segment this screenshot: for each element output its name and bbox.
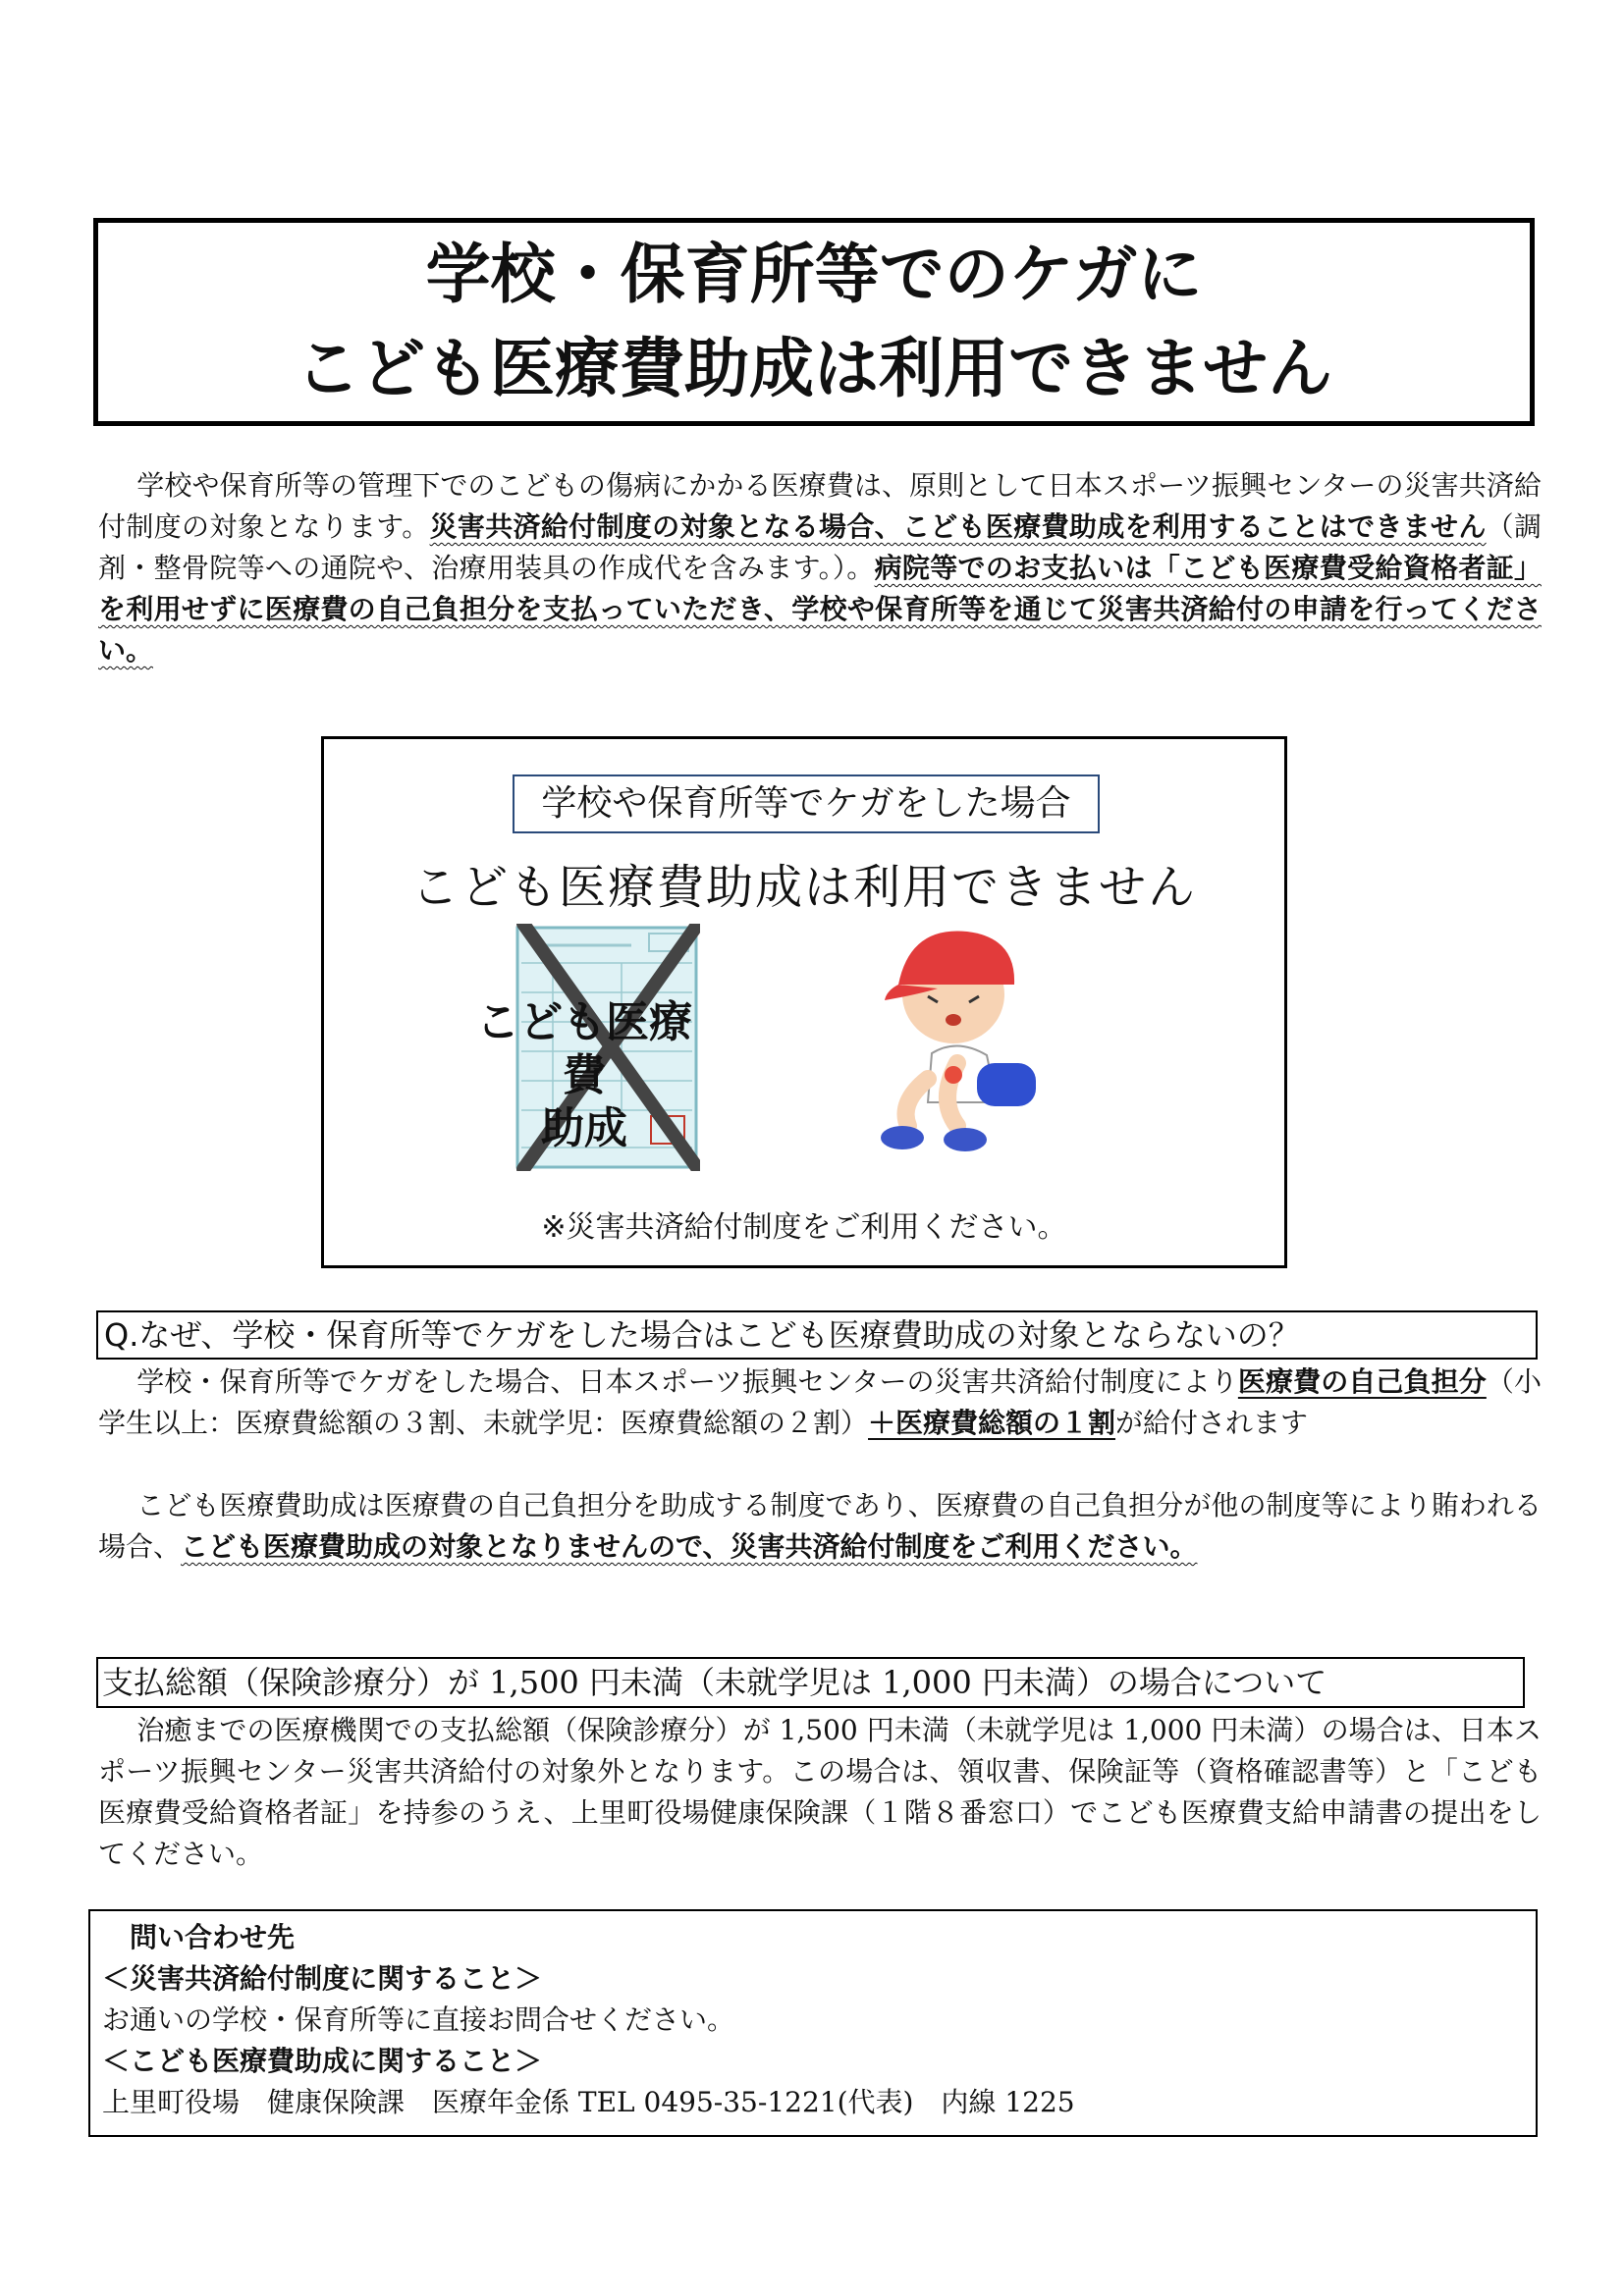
contact-title: 問い合わせ先 <box>130 1921 296 1953</box>
intro-text-2: （調剤・整骨院等への通院や、治療用装具の作成代を含みます。）。 <box>98 510 1542 584</box>
intro-text-1: 学校や保育所等の管理下でのこどもの傷病にかかる医療費は、原則として日本スポーツ振興センターの災害共済給付制度の対象となります。 <box>98 469 1542 543</box>
illustration-label: 学校や保育所等でケガをした場合 <box>513 774 1100 833</box>
contact-section-2-text: 上里町役場 健康保険課 医療年金係 TEL 0495-35-1221(代表) 内線 1225 <box>102 2086 1075 2118</box>
illustration-note: ※災害共済給付制度をご利用ください。 <box>541 1210 1067 1245</box>
intro-emphasis-1: 災害共済給付制度の対象となる場合、こども医療費助成を利用することはできません <box>429 510 1487 543</box>
contact-section-2-heading: ＜こども医療費助成に関すること＞ <box>102 2045 543 2077</box>
intro-paragraph <box>98 465 1542 671</box>
title-box <box>93 218 1535 426</box>
title-line-1: 学校・保育所等でのケガに <box>425 237 1203 312</box>
card-label-line-2: 助成 <box>541 1103 627 1153</box>
payment-heading: 支払総額（保険診療分）が 1,500 円未満（未就学児は 1,000 円未満）の場合について <box>96 1657 1525 1708</box>
question-answer-2 <box>98 1485 1542 1568</box>
question-answer-1 <box>98 1362 1542 1444</box>
answer-1-emphasis-1: 医療費の自己負担分 <box>1237 1365 1487 1398</box>
answer-2-text-1: こども医療費助成は医療費の自己負担分を助成する制度であり、医療費の自己負担分が他の制度等により賄われる場合、 <box>98 1489 1542 1563</box>
contact-box <box>88 1909 1538 2137</box>
question-heading: Q.なぜ、学校・保育所等でケガをした場合はこども医療費助成の対象とならないの？ <box>96 1310 1538 1360</box>
contact-section-1-text: お通いの学校・保育所等に直接お問合せください。 <box>102 2003 735 2036</box>
title-line-2: こども医療費助成は利用できません <box>296 331 1332 406</box>
payment-body-text: 治癒までの医療機関での支払総額（保険診療分）が 1,500 円未満（未就学児は 1,000 円未満）の場合は、日本スポーツ振興センター災害共済給付の対象外となります。この場合は、領収書、保険証等（資格確認書等）と「こども医療費受給資格者証」を持参のうえ、上里町役場健康保険課（１階８番窓口）でこども医療費支給申請書の提出をしてください。 <box>98 1714 1542 1870</box>
payment-body <box>98 1710 1542 1875</box>
answer-1-emphasis-2: ＋医療費総額の１割 <box>868 1407 1116 1439</box>
illustration-cannot-use: こども医療費助成は利用できません <box>410 860 1197 915</box>
injured-child-icon <box>859 916 1065 1161</box>
answer-1-text-1: 学校・保育所等でケガをした場合、日本スポーツ振興センターの災害共済給付制度により <box>136 1365 1238 1398</box>
contact-section-1-heading: ＜災害共済給付制度に関すること＞ <box>102 1962 543 1995</box>
card-label <box>461 996 707 1155</box>
illustration-box <box>321 736 1287 1268</box>
card-label-line-1: こども医療費 <box>476 997 692 1100</box>
answer-1-text-2: （小学生以上：医療費総額の３割、未就学児：医療費総額の２割） <box>98 1365 1542 1439</box>
intro-emphasis-2: 病院等でのお支払いは「こども医療費受給資格者証」を利用せずに医療費の自己負担分を支払っていただき、学校や保育所等を通じて災害共済給付の申請を行ってください。 <box>98 552 1542 667</box>
answer-2-emphasis: こども医療費助成の対象となりませんので、災害共済給付制度をご利用ください。 <box>181 1530 1198 1563</box>
answer-1-text-3: が給付されます <box>1115 1407 1309 1439</box>
